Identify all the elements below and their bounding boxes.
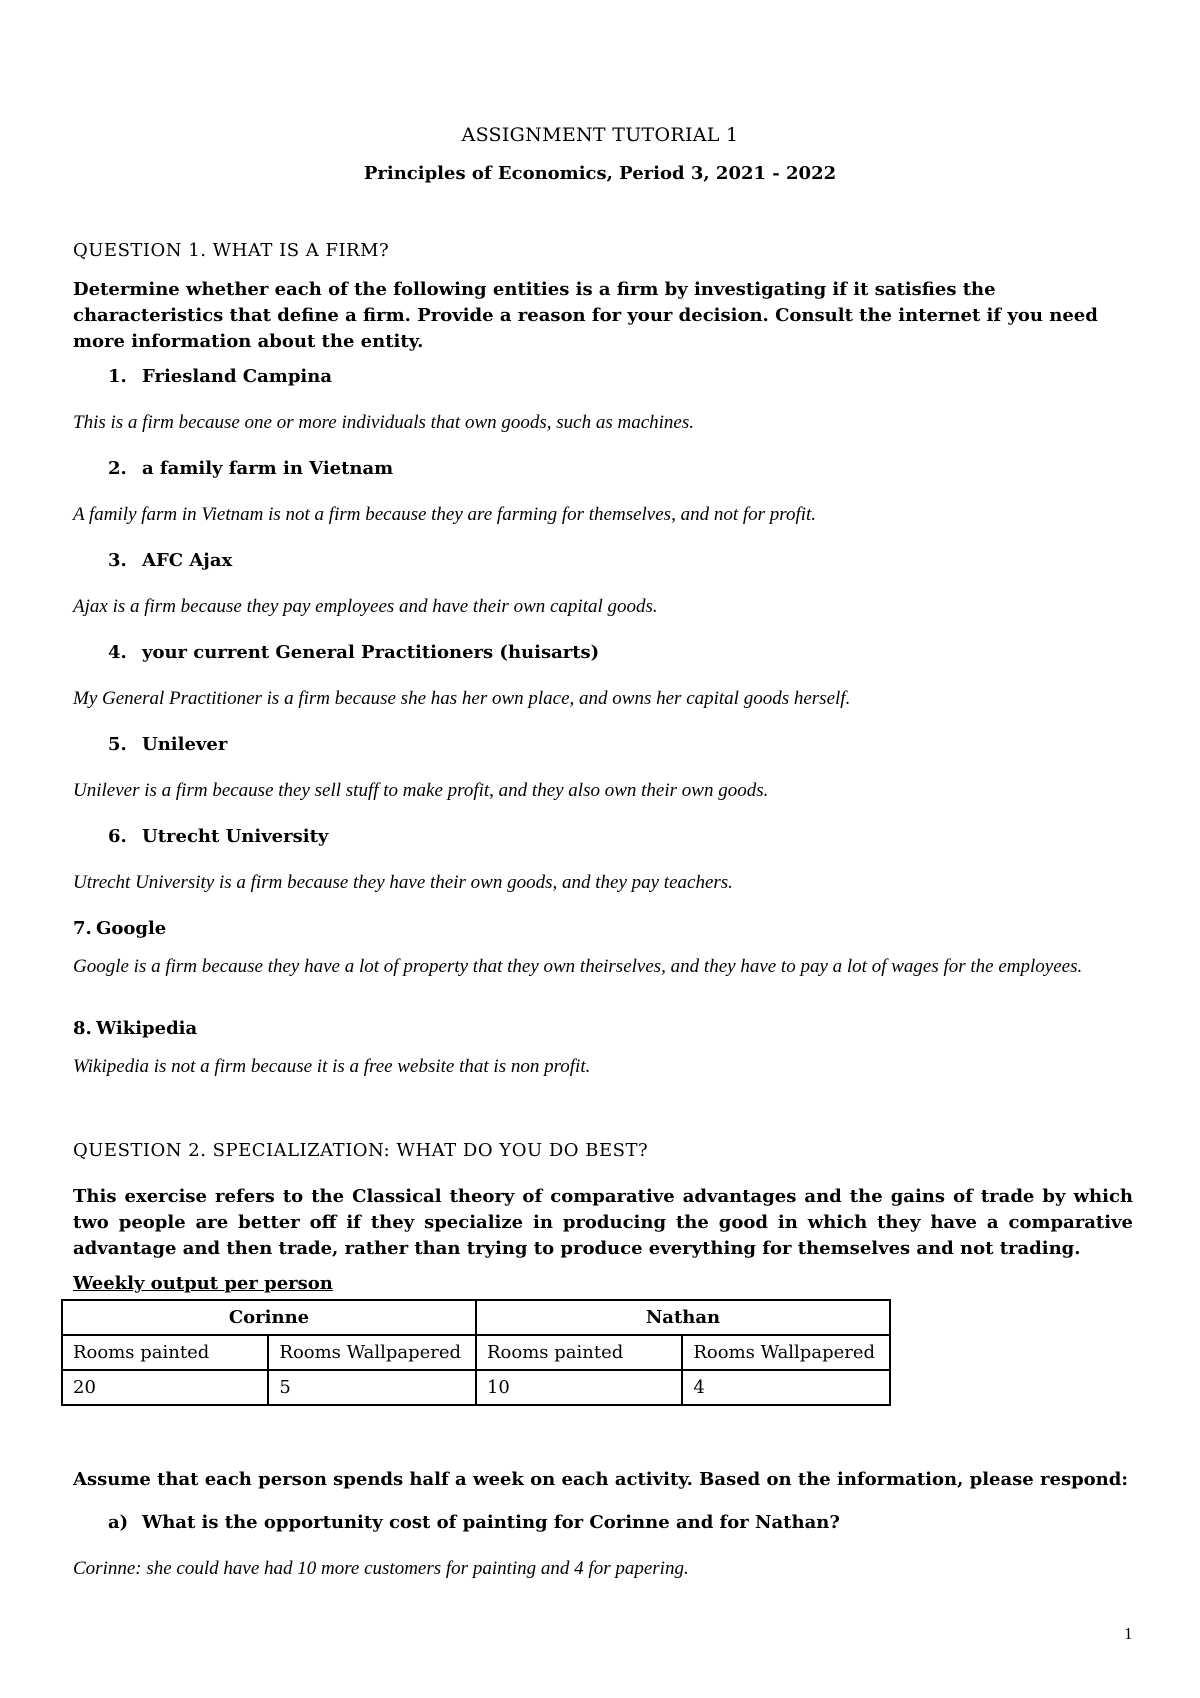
table-column-header: Rooms painted <box>62 1335 268 1370</box>
table-cell: 5 <box>268 1370 476 1405</box>
question-1-instructions: Determine whether each of the following entities is a firm by investigating if it satisfies the characteristics that define a firm. Provide a reason for your decision. Consult the internet if you need more information about the entity. <box>73 279 1098 352</box>
item-4-answer: My General Practitioner is a firm because she has her own place, and owns her capital goods herself. <box>73 688 851 709</box>
item-6-number: 6. <box>108 826 127 847</box>
item-3-answer: Ajax is a firm because they pay employees and have their own capital goods. <box>73 596 658 617</box>
table-column-header: Rooms Wallpapered <box>682 1335 890 1370</box>
table-cell: 4 <box>682 1370 890 1405</box>
table-header-nathan: Nathan <box>476 1300 890 1335</box>
table-column-header: Rooms Wallpapered <box>268 1335 476 1370</box>
question-2-instructions: This exercise refers to the Classical theory of comparative advantages and the gains of trade by which two people are better off if they specialize in producing the good in which they have a comparative advantage and then trade, rather than trying to produce everything for themselves and not trading. <box>73 1186 1133 1259</box>
sub-question-a-label: a) <box>108 1512 129 1533</box>
item-2-number: 2. <box>108 458 127 479</box>
table-caption: Weekly output per person <box>73 1273 333 1294</box>
item-1-number: 1. <box>108 366 127 387</box>
page-number: 1 <box>1124 1624 1133 1643</box>
sub-question-a-answer: Corinne: she could have had 10 more customers for painting and 4 for papering. <box>73 1558 689 1579</box>
question-2-assumption: Assume that each person spends half a week on each activity. Based on the information, please respond: <box>73 1469 1128 1490</box>
sub-question-a-text: What is the opportunity cost of painting for Corinne and for Nathan? <box>142 1512 840 1533</box>
item-6-answer: Utrecht University is a firm because they have their own goods, and they pay teachers. <box>73 872 733 893</box>
item-3-number: 3. <box>108 550 127 571</box>
document-title: ASSIGNMENT TUTORIAL 1 <box>461 124 739 146</box>
item-3-label: AFC Ajax <box>142 550 233 571</box>
item-7-answer: Google is a firm because they have a lot of property that they own theirselves, and they have to pay a lot of wages for the employees. <box>73 956 1083 977</box>
item-4-label: your current General Practitioners (huisarts) <box>142 642 600 663</box>
question-2-heading: QUESTION 2. SPECIALIZATION: WHAT DO YOU DO BEST? <box>73 1140 649 1161</box>
table-header-corinne: Corinne <box>62 1300 476 1335</box>
question-1-heading: QUESTION 1. WHAT IS A FIRM? <box>73 240 390 261</box>
document-subtitle: Principles of Economics, Period 3, 2021 - 2022 <box>363 163 837 184</box>
item-4-number: 4. <box>108 642 127 663</box>
table-cell: 10 <box>476 1370 682 1405</box>
table-cell: 20 <box>62 1370 268 1405</box>
item-2-label: a family farm in Vietnam <box>142 458 394 479</box>
item-5-number: 5. <box>108 734 127 755</box>
item-8-answer: Wikipedia is not a firm because it is a free website that is non profit. <box>73 1056 591 1077</box>
item-1-label: Friesland Campina <box>142 366 333 387</box>
item-1-answer: This is a firm because one or more individuals that own goods, such as machines. <box>73 412 694 433</box>
item-8-label: Wikipedia <box>96 1018 198 1039</box>
item-7-number: 7. <box>73 918 92 939</box>
item-7-label: Google <box>96 918 167 939</box>
item-6-label: Utrecht University <box>142 826 329 847</box>
table-column-header: Rooms painted <box>476 1335 682 1370</box>
weekly-output-table <box>61 1299 891 1406</box>
item-8-number: 8. <box>73 1018 92 1039</box>
item-5-answer: Unilever is a firm because they sell stuff to make profit, and they also own their own goods. <box>73 780 769 801</box>
item-2-answer: A family farm in Vietnam is not a firm because they are farming for themselves, and not for profit. <box>73 504 817 525</box>
item-5-label: Unilever <box>142 734 228 755</box>
